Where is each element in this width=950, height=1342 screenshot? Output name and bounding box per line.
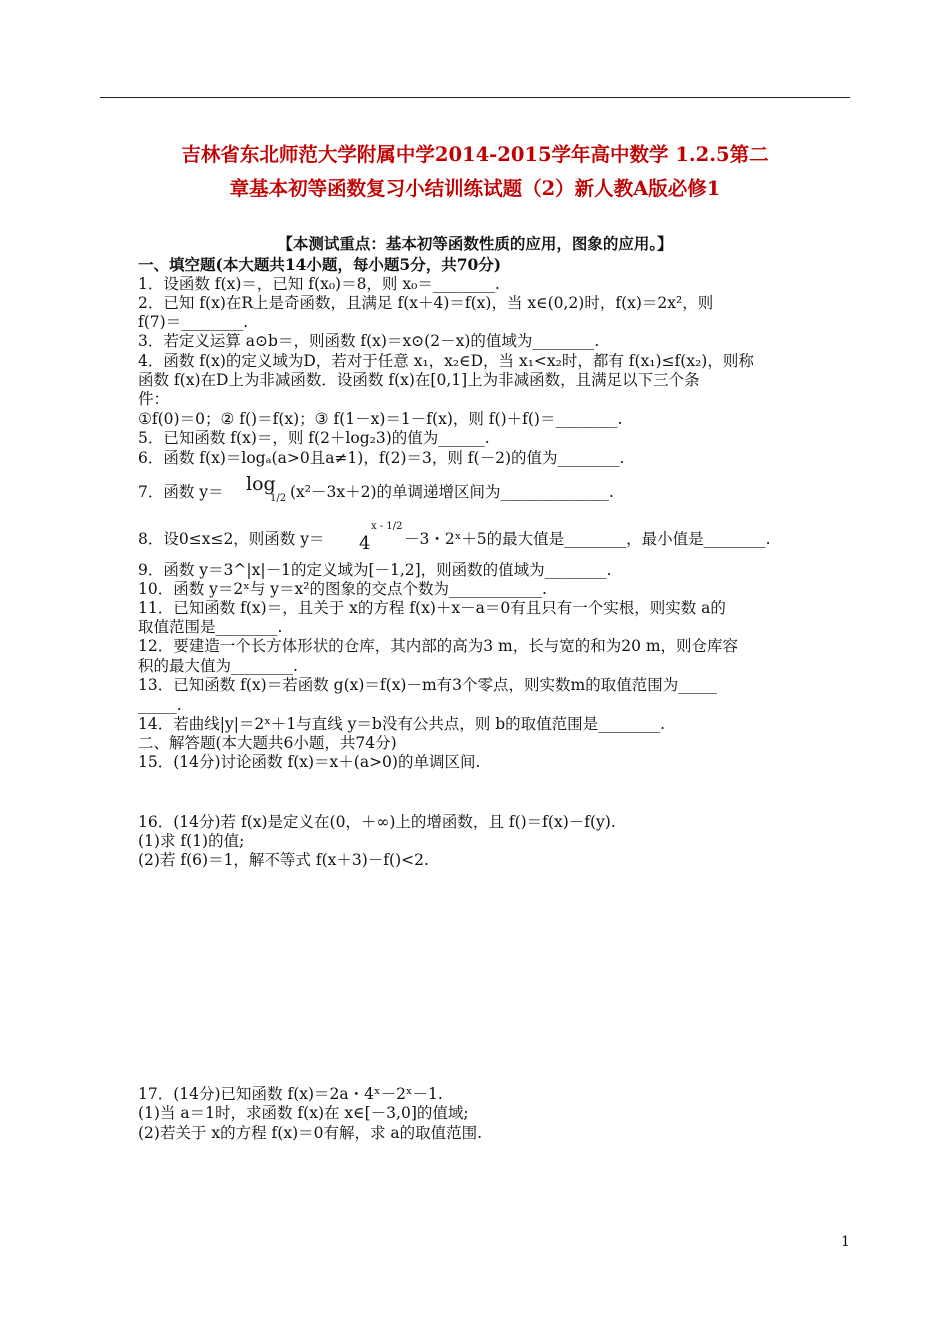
question-16-part-2: (2)若 f(6)＝1，解不等式 f(x＋3)－f()<2. xyxy=(138,851,429,869)
question-line: 1．设函数 f(x)＝，已知 f(x₀)＝8，则 x₀＝________. xyxy=(138,275,500,293)
question-line: 5．已知函数 f(x)＝，则 f(2＋log₂3)的值为______. xyxy=(138,429,490,447)
page-title xyxy=(100,138,850,206)
question-line: 3．若定义运算 a⊙b＝，则函数 f(x)＝x⊙(2－x)的值域为________. xyxy=(138,332,600,350)
question-17: 17．(14分)已知函数 f(x)＝2a・4ˣ－2ˣ－1. xyxy=(138,1085,443,1103)
question-line: f(7)＝________. xyxy=(138,313,249,331)
question-line: 10．函数 y＝2ˣ与 y＝x²的图象的交点个数为____________. xyxy=(138,580,547,598)
question-line: 4．函数 f(x)的定义域为D，若对于任意 x₁，x₂∈D，当 x₁<x₂时，都有 f(x₁)≤f(x₂)，则称 xyxy=(138,352,754,370)
log-base: 1/2 xyxy=(270,493,287,504)
question-15: 15．(14分)讨论函数 f(x)＝x＋(a>0)的单调区间. xyxy=(138,753,481,771)
section-2-heading: 二、解答题(本大题共6小题，共74分) xyxy=(138,734,397,752)
power-exponent: x - 1/2 xyxy=(371,521,403,532)
header-rule xyxy=(100,97,850,98)
title-line-1: 吉林省东北师范大学附属中学2014-2015学年高中数学 1.2.5第二 xyxy=(181,143,769,166)
question-line: 件： xyxy=(138,390,170,408)
question-line: 8．设0≤x≤2，则函数 y＝ xyxy=(138,530,325,548)
power-base: 4 xyxy=(359,533,371,554)
question-line: 9．函数 y＝3^|x|－1的定义域为[－1,2]，则函数的值域为________. xyxy=(138,561,612,579)
question-line: 14．若曲线|y|＝2ˣ＋1与直线 y＝b没有公共点，则 b的取值范围是________. xyxy=(138,715,666,733)
page-number: 1 xyxy=(841,1234,850,1250)
question-line: －3・2ˣ＋5的最大值是________，最小值是________. xyxy=(404,530,771,548)
question-line: _____. xyxy=(138,696,182,714)
question-line: 13．已知函数 f(x)＝若函数 g(x)＝f(x)－m有3个零点，则实数m的取值范围为_____ xyxy=(138,676,717,694)
question-17-part-1: (1)当 a＝1时，求函数 f(x)在 x∈[－3,0]的值域; xyxy=(138,1104,469,1122)
question-line: 11．已知函数 f(x)＝，且关于 x的方程 f(x)＋x－a＝0有且只有一个实根，则实数 a的 xyxy=(138,599,726,617)
section-1-heading: 一、填空题(本大题共14小题，每小题5分，共70分) xyxy=(138,255,502,274)
title-line-2: 章基本初等函数复习小结训练试题（2）新人教A版必修1 xyxy=(229,177,721,200)
question-line: 2．已知 f(x)在R上是奇函数，且满足 f(x＋4)＝f(x)，当 x∈(0,2)时，f(x)＝2x²，则 xyxy=(138,294,714,312)
log-symbol: log xyxy=(246,473,276,495)
question-line: 取值范围是________. xyxy=(138,618,283,636)
question-16-part-1: (1)求 f(1)的值; xyxy=(138,832,245,850)
question-line: ①f(0)＝0；② f()＝f(x)；③ f(1－x)＝1－f(x)，则 f()＋f()＝________. xyxy=(138,410,623,428)
question-line: 7．函数 y＝ xyxy=(138,483,224,501)
question-line: 积的最大值为________. xyxy=(138,657,298,675)
test-focus: 【本测试重点：基本初等函数性质的应用，图象的应用。】 xyxy=(277,234,673,253)
question-line: 12．要建造一个长方体形状的仓库，其内部的高为3 m，长与宽的和为20 m，则仓库容 xyxy=(138,637,739,655)
question-line: 6．函数 f(x)＝logₐ(a>0且a≠1)，f(2)＝3，则 f(－2)的值为________. xyxy=(138,449,625,467)
question-line: (x²－3x＋2)的单调递增区间为______________. xyxy=(290,483,614,501)
question-17-part-2: (2)若关于 x的方程 f(x)＝0有解，求 a的取值范围. xyxy=(138,1124,483,1142)
question-16: 16．(14分)若 f(x)是定义在(0，＋∞)上的增函数，且 f()＝f(x)－f(y). xyxy=(138,813,616,831)
question-line: 函数 f(x)在D上为非减函数．设函数 f(x)在[0,1]上为非减函数，且满足以下三个条 xyxy=(138,371,700,389)
